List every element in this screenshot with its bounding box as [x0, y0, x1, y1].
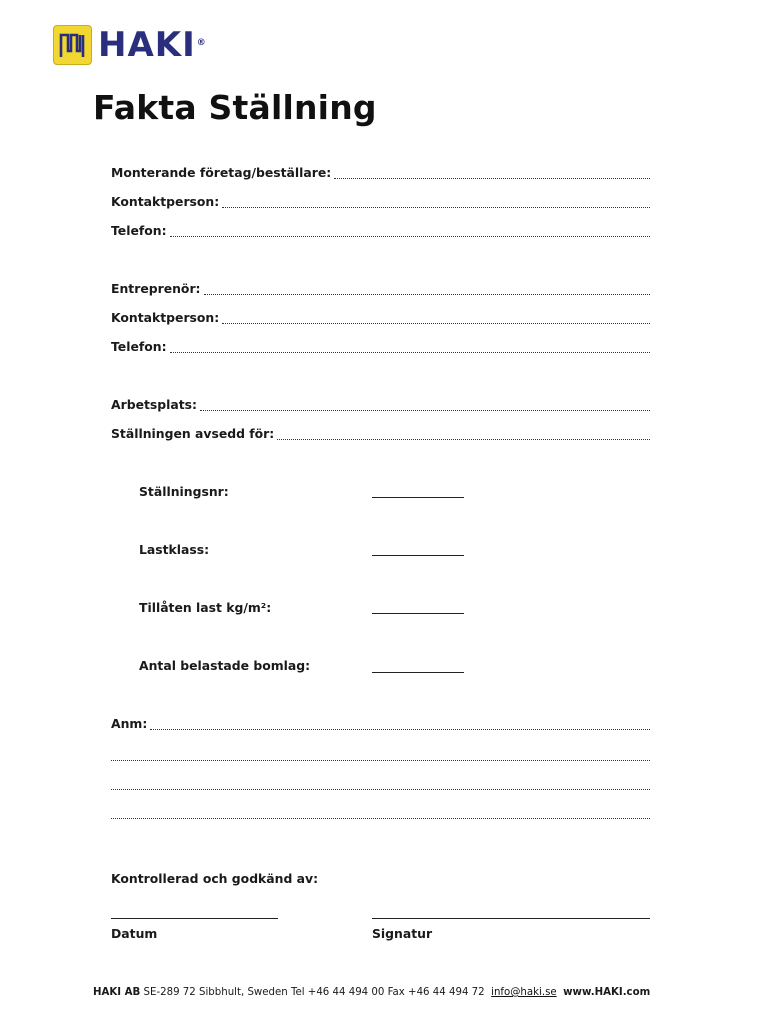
client-company-label: Monterande företag/beställare:: [111, 165, 332, 180]
contractor-name-field[interactable]: [111, 281, 650, 297]
company-logo: [53, 25, 207, 65]
contractor-phone-label: Telefon:: [111, 339, 167, 354]
footer: [93, 987, 650, 998]
notes-field[interactable]: [111, 716, 650, 732]
contractor-name-label: Entreprenör:: [111, 281, 201, 296]
purpose-line[interactable]: [277, 427, 650, 440]
notes-line-4[interactable]: [111, 818, 650, 819]
footer-email-link[interactable]: info@haki.se: [491, 987, 557, 998]
purpose-field[interactable]: [111, 426, 650, 442]
scaffold-number-label: Ställningsnr:: [139, 484, 229, 499]
loaded-decks-label: Antal belastade bomlag:: [139, 658, 311, 673]
client-company-field[interactable]: [111, 165, 650, 181]
haki-logo-icon: [53, 25, 92, 65]
footer-address: SE-289 72 Sibbhult, Sweden Tel +46 44 494 00 Fax +46 44 494 72: [143, 987, 485, 998]
workplace-field[interactable]: [111, 397, 650, 413]
client-contact-field[interactable]: [111, 194, 650, 210]
notes-label: Anm:: [111, 716, 148, 731]
allowed-load-line[interactable]: [372, 613, 464, 614]
loaded-decks-line[interactable]: [372, 672, 464, 673]
client-phone-line[interactable]: [170, 224, 650, 237]
client-company-line[interactable]: [334, 166, 650, 179]
footer-company: HAKI AB: [93, 987, 141, 998]
contractor-name-line[interactable]: [204, 282, 650, 295]
registered-mark: ®: [196, 38, 207, 48]
logo-wordmark: [98, 25, 207, 65]
workplace-line[interactable]: [200, 398, 650, 411]
footer-website[interactable]: www.HAKI.com: [563, 987, 651, 998]
contractor-contact-field[interactable]: [111, 310, 650, 326]
scaffold-number-line[interactable]: [372, 497, 464, 498]
notes-line-1[interactable]: [150, 717, 650, 730]
approval-heading: Kontrollerad och godkänd av:: [111, 871, 319, 886]
contractor-contact-label: Kontaktperson:: [111, 310, 220, 325]
workplace-label: Arbetsplats:: [111, 397, 198, 412]
notes-line-3[interactable]: [111, 789, 650, 790]
contractor-contact-line[interactable]: [222, 311, 650, 324]
brand-name: HAKI: [98, 25, 196, 65]
load-class-line[interactable]: [372, 555, 464, 556]
client-contact-label: Kontaktperson:: [111, 194, 220, 209]
signature-label: Signatur: [372, 926, 433, 941]
client-phone-field[interactable]: [111, 223, 650, 239]
client-contact-line[interactable]: [222, 195, 650, 208]
allowed-load-label: Tillåten last kg/m²:: [139, 600, 272, 615]
client-phone-label: Telefon:: [111, 223, 167, 238]
signature-line[interactable]: [372, 918, 650, 919]
contractor-phone-field[interactable]: [111, 339, 650, 355]
purpose-label: Ställningen avsedd för:: [111, 426, 275, 441]
date-label: Datum: [111, 926, 158, 941]
document-title: Fakta Ställning: [93, 88, 377, 127]
contractor-phone-line[interactable]: [170, 340, 650, 353]
notes-line-2[interactable]: [111, 760, 650, 761]
date-line[interactable]: [111, 918, 278, 919]
load-class-label: Lastklass:: [139, 542, 210, 557]
